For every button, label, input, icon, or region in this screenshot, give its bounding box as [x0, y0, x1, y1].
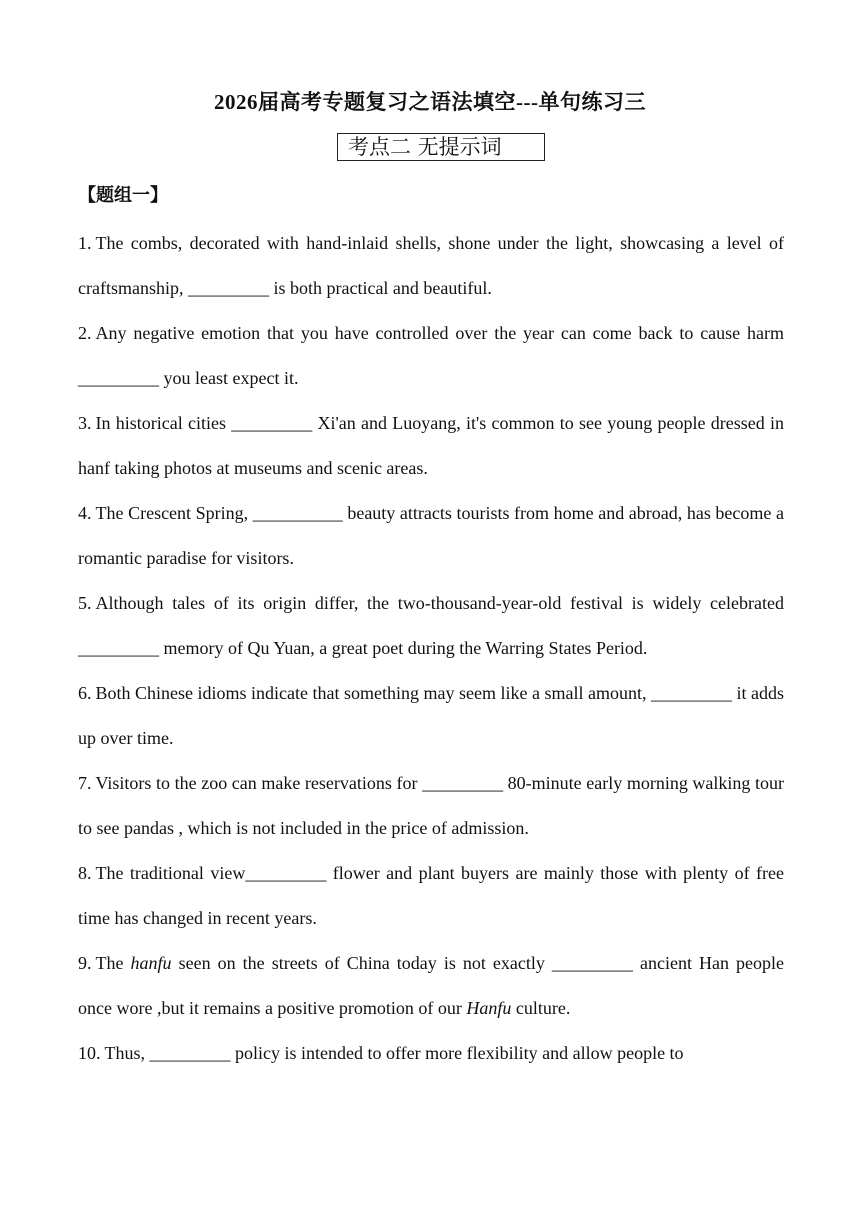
- question-text: Any negative emotion that you have controlled over the year can come back to cause harm _________ you least expect it.: [78, 323, 784, 388]
- question-7: [78, 761, 784, 851]
- question-4: [78, 491, 784, 581]
- question-text: The Crescent Spring, __________ beauty attracts tourists from home and abroad, has become a romantic paradise for visitors.: [78, 503, 784, 568]
- question-number: 7.: [78, 773, 92, 793]
- question-1: [78, 221, 784, 311]
- question-text: The combs, decorated with hand-inlaid shells, shone under the light, showcasing a level of craftsmanship, _________ is both practical and beautiful.: [78, 233, 784, 298]
- question-9: [78, 941, 784, 1031]
- question-number: 3.: [78, 413, 92, 433]
- question-text-pre: The: [95, 953, 131, 973]
- question-2: [78, 311, 784, 401]
- question-text: In historical cities _________ Xi'an and Luoyang, it's common to see young people dressed in hanf taking photos at museums and scenic areas.: [78, 413, 784, 478]
- question-10: [78, 1031, 784, 1076]
- question-text-mid: seen on the streets of China today is not exactly _________ ancient Han people once wore ,but it remains a positive promotion of our: [78, 953, 784, 1018]
- question-text: Although tales of its origin differ, the two-thousand-year-old festival is widely celebrated _________ memory of Qu Yuan, a great poet during the Warring States Period.: [78, 593, 784, 658]
- question-list: [78, 221, 784, 1076]
- question-8: [78, 851, 784, 941]
- section-box: 考点二 无提示词: [337, 133, 545, 161]
- question-text: Thus, _________ policy is intended to offer more flexibility and allow people to: [104, 1043, 684, 1063]
- question-number: 9.: [78, 953, 92, 973]
- question-number: 4.: [78, 503, 92, 523]
- question-text: Visitors to the zoo can make reservations for _________ 80-minute early morning walking tour to see pandas , which is not included in the price of admission.: [78, 773, 784, 838]
- question-number: 2.: [78, 323, 92, 343]
- question-number: 8.: [78, 863, 92, 883]
- italic-term: hanfu: [130, 953, 172, 973]
- group-title: 【题组一】: [78, 185, 168, 206]
- question-5: [78, 581, 784, 671]
- question-number: 1.: [78, 233, 92, 253]
- page-title: 2026届高考专题复习之语法填空---单句练习三: [214, 90, 646, 114]
- question-text: Both Chinese idioms indicate that something may seem like a small amount, _________ it adds up over time.: [78, 683, 784, 748]
- question-3: [78, 401, 784, 491]
- question-number: 10.: [78, 1043, 101, 1063]
- question-6: [78, 671, 784, 761]
- question-number: 6.: [78, 683, 92, 703]
- question-text-post: culture.: [511, 998, 571, 1018]
- italic-term: Hanfu: [466, 998, 512, 1018]
- question-text: The traditional view_________ flower and plant buyers are mainly those with plenty of free time has changed in recent years.: [78, 863, 784, 928]
- question-number: 5.: [78, 593, 92, 613]
